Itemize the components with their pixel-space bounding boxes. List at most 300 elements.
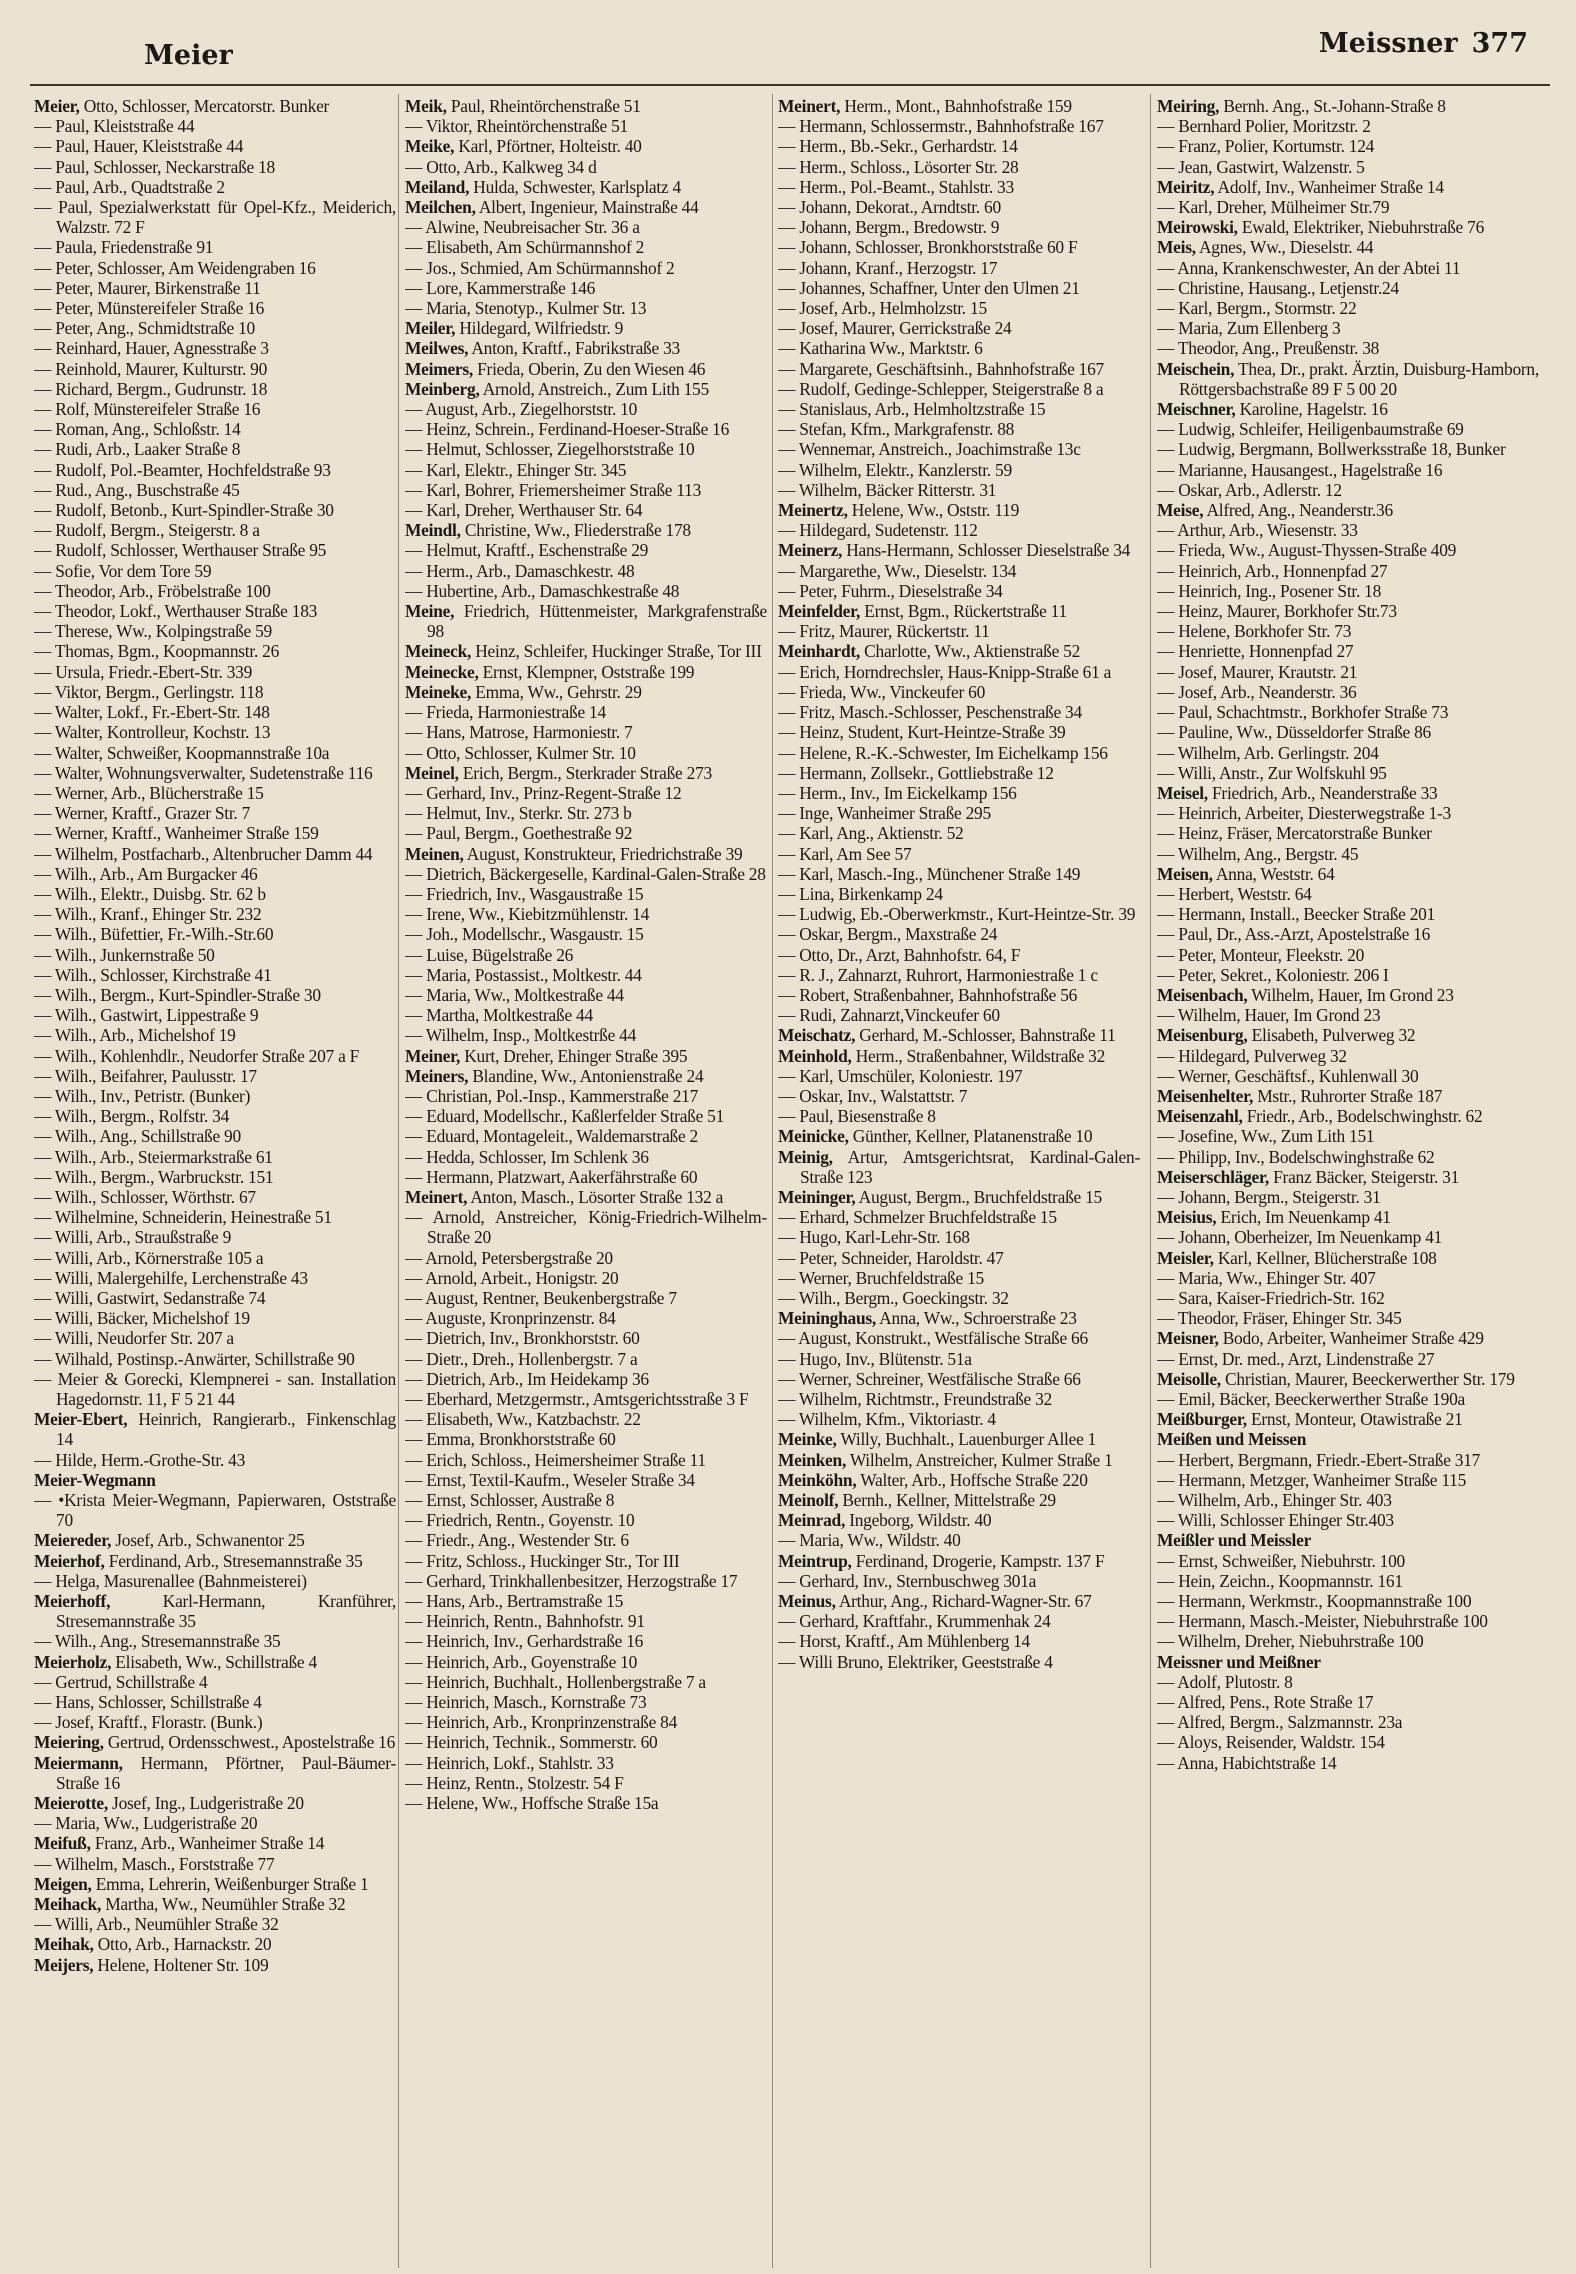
entry-details: — Peter, Münstereifeler Straße 16 (34, 298, 265, 319)
directory-entry (778, 641, 1140, 661)
directory-entry (1157, 702, 1539, 722)
directory-entry (778, 419, 1140, 439)
directory-entry (1157, 116, 1539, 136)
entry-details: — Emma, Bronkhorststraße 60 (405, 1429, 616, 1450)
entry-details: Wilhelm, Hauer, Im Grond 23 (1251, 984, 1454, 1005)
directory-entry (34, 1732, 396, 1752)
directory-entry (778, 1328, 1140, 1348)
entry-surname: Meinhardt, (778, 641, 861, 662)
entry-details: — Werner, Kraftf., Wanheimer Straße 159 (34, 823, 319, 844)
directory-entry (34, 1025, 396, 1045)
entry-details: — Peter, Sekret., Koloniestr. 206 I (1157, 964, 1389, 985)
directory-entry (34, 359, 396, 379)
directory-entry (1157, 1450, 1539, 1470)
directory-entry (405, 783, 767, 803)
directory-entry (405, 1692, 767, 1712)
entry-details: — Wilhelm, Postfacharb., Altenbrucher Damm 44 (34, 843, 373, 864)
entry-details: Bernh. Ang., St.-Johann-Straße 8 (1223, 96, 1446, 116)
directory-entry (405, 1066, 767, 1086)
entry-surname: Meischein, (1157, 358, 1235, 379)
entry-details: — Johann, Schlosser, Bronkhorststraße 60 F (778, 237, 1078, 258)
entry-details: — Karl, Elektr., Ehinger Str. 345 (405, 459, 627, 480)
directory-entry (34, 480, 396, 500)
entry-details: — Karl, Dreher, Werthauser Str. 64 (405, 500, 643, 521)
entry-details: — Ludwig, Eb.-Oberwerkmstr., Kurt-Heintze-Str. 39 (778, 904, 1136, 925)
directory-entry (405, 318, 767, 338)
entry-surname: Meilchen, (405, 197, 476, 218)
directory-entry (1157, 1611, 1539, 1631)
directory-entry (405, 763, 767, 783)
directory-entry (34, 823, 396, 843)
directory-entry (34, 1328, 396, 1348)
entry-details: — Herm., Bb.-Sekr., Gerhardstr. 14 (778, 136, 1018, 157)
entry-details: — Aloys, Reisender, Waldstr. 154 (1157, 1732, 1385, 1753)
directory-entry (405, 177, 767, 197)
entry-details: — Paul, Spezialwerkstatt für Opel-Kfz., Meiderich, Walzstr. 72 F (34, 197, 396, 238)
directory-entry (778, 844, 1140, 864)
entry-details: — Heinz, Maurer, Borkhofer Str.73 (1157, 601, 1397, 622)
entry-details: — Wilhelm, Elektr., Kanzlerstr. 59 (778, 459, 1012, 480)
directory-entry (1157, 601, 1539, 621)
entry-details: Artur, Amtsgerichtsrat, Kardinal-Galen-Straße 123 (800, 1146, 1140, 1187)
directory-entry (1157, 338, 1539, 358)
directory-entry (778, 1510, 1140, 1530)
entry-details: — Friedr., Ang., Westender Str. 6 (405, 1530, 629, 1551)
entry-details: — Otto, Arb., Kalkweg 34 d (405, 156, 597, 177)
entry-details: — Roman, Ang., Schloßstr. 14 (34, 419, 241, 440)
directory-entry (778, 1126, 1140, 1146)
entry-details: Alfred, Ang., Neanderstr.36 (1206, 500, 1393, 521)
entry-details: Karoline, Hagelstr. 16 (1239, 399, 1388, 420)
entry-details: — Hans, Schlosser, Schillstraße 4 (34, 1692, 262, 1713)
directory-entry (1157, 722, 1539, 742)
directory-entry (778, 1308, 1140, 1328)
directory-entry (778, 379, 1140, 399)
directory-entry (405, 1207, 767, 1247)
directory-entry (778, 985, 1140, 1005)
entry-surname: Meinel, (405, 762, 459, 783)
entry-details: — Wilh., Bergm., Kurt-Spindler-Straße 30 (34, 984, 321, 1005)
entry-details: — Auguste, Kronprinzenstr. 84 (405, 1308, 616, 1329)
entry-details: — Otto, Schlosser, Kulmer Str. 10 (405, 742, 636, 763)
directory-entry (34, 540, 396, 560)
directory-entry (1157, 1712, 1539, 1732)
entry-surname: Meiering, (34, 1732, 104, 1753)
directory-entry (778, 1268, 1140, 1288)
directory-entry (1157, 763, 1539, 783)
entry-details: — Hermann, Metzger, Wanheimer Straße 115 (1157, 1469, 1467, 1490)
entry-details: — Hugo, Inv., Blütenstr. 51a (778, 1348, 972, 1369)
entry-surname: Meisen, (1157, 863, 1213, 884)
directory-entry (778, 561, 1140, 581)
entry-surname: Meigen, (34, 1873, 92, 1894)
entry-details: — Ernst, Textil-Kaufm., Weseler Straße 34 (405, 1469, 695, 1490)
directory-entry (1157, 460, 1539, 480)
entry-details: — Paul, Bergm., Goethestraße 92 (405, 823, 633, 844)
entry-details: — Fritz, Schloss., Huckinger Str., Tor III (405, 1550, 680, 1571)
entry-surname: Meijers, (34, 1954, 94, 1975)
directory-entry (778, 1086, 1140, 1106)
entry-details: — Paul, Arb., Quadtstraße 2 (34, 176, 225, 197)
entry-details: — Rudolf, Gedinge-Schlepper, Steigerstraße 8 a (778, 378, 1104, 399)
entry-surname: Meisolle, (1157, 1368, 1221, 1389)
directory-entry (778, 1571, 1140, 1591)
directory-entry (1157, 1551, 1539, 1571)
entry-details: — Helene, Ww., Hoffsche Straße 15a (405, 1793, 659, 1814)
directory-entry (405, 1450, 767, 1470)
directory-entry (34, 1369, 396, 1409)
entry-details: Martha, Ww., Neumühler Straße 32 (105, 1894, 346, 1915)
directory-entry (34, 1227, 396, 1247)
directory-entry (34, 1530, 396, 1550)
entry-details: — Wilhelmine, Schneiderin, Heinestraße 51 (34, 1207, 332, 1228)
entry-details: — Frieda, Ww., Vinckeufer 60 (778, 681, 986, 702)
directory-entry (1157, 904, 1539, 924)
entry-details: — Anna, Habichtstraße 14 (1157, 1752, 1337, 1773)
entry-details: Frieda, Oberin, Zu den Wiesen 46 (477, 358, 706, 379)
directory-entry (34, 1753, 396, 1793)
directory-entry (778, 1046, 1140, 1066)
entry-details: — August, Arb., Ziegelhorststr. 10 (405, 399, 638, 420)
directory-entry (405, 1268, 767, 1288)
directory-entry (1157, 682, 1539, 702)
directory-entry (778, 904, 1140, 924)
entry-surname: Meineke, (405, 681, 472, 702)
column-2 (405, 96, 767, 2270)
entry-details: Anton, Kraftf., Fabrikstraße 33 (471, 338, 680, 359)
entry-surname: Meiner, (405, 1045, 461, 1066)
directory-entry (405, 1248, 767, 1268)
entry-details: — Frieda, Harmoniestraße 14 (405, 702, 606, 723)
directory-entry (34, 844, 396, 864)
entry-details: August, Bergm., Bruchfeldstraße 15 (858, 1186, 1102, 1207)
entry-surname: Meißburger, (1157, 1409, 1247, 1430)
entry-surname: Meinert, (405, 1186, 468, 1207)
entry-details: — Willi, Schlosser Ehinger Str.403 (1157, 1510, 1394, 1531)
entry-details: Otto, Arb., Harnackstr. 20 (97, 1934, 272, 1955)
entry-details: — Robert, Straßenbahner, Bahnhofstraße 56 (778, 984, 1078, 1005)
directory-entry (778, 884, 1140, 904)
entry-details: — Pauline, Ww., Düsseldorfer Straße 86 (1157, 722, 1432, 743)
entry-details: Adolf, Inv., Wanheimer Straße 14 (1217, 176, 1444, 197)
entry-surname: Meimers, (405, 358, 474, 379)
entry-surname: Meischner, (1157, 399, 1236, 420)
directory-entry (778, 965, 1140, 985)
entry-details: — Heinz, Schrein., Ferdinand-Hoeser-Straße 16 (405, 419, 730, 440)
directory-entry (778, 743, 1140, 763)
entry-details: Heinrich, Rangierarb., Finkenschlag 14 (56, 1409, 396, 1450)
directory-entry (405, 965, 767, 985)
entry-details: — Frieda, Ww., August-Thyssen-Straße 409 (1157, 540, 1457, 561)
directory-entry (34, 601, 396, 621)
directory-entry (34, 1955, 396, 1975)
directory-entry (1157, 1308, 1539, 1328)
directory-entry (34, 1934, 396, 1954)
entry-details: — Hermann, Masch.-Meister, Niebuhrstraße 100 (1157, 1611, 1488, 1632)
entry-details: — Alfred, Bergm., Salzmannstr. 23a (1157, 1712, 1403, 1733)
entry-details: — Oskar, Inv., Walstattstr. 7 (778, 1085, 968, 1106)
directory-entry (405, 1793, 767, 1813)
entry-details: — Irene, Ww., Kiebitzmühlenstr. 14 (405, 904, 650, 925)
directory-entry (1157, 1147, 1539, 1167)
directory-entry (34, 96, 396, 116)
directory-entry (1157, 743, 1539, 763)
entry-details: — Elisabeth, Ww., Katzbachstr. 22 (405, 1409, 641, 1430)
entry-details: — Wilh., Ang., Schillstraße 90 (34, 1126, 241, 1147)
entry-surname: Meiler, (405, 318, 456, 339)
entry-details: — Luise, Bügelstraße 26 (405, 944, 574, 965)
entry-surname: Meiritz, (1157, 176, 1215, 197)
entry-details: — Willi, Gastwirt, Sedanstraße 74 (34, 1287, 266, 1308)
directory-entry (34, 1308, 396, 1328)
directory-entry (34, 1490, 396, 1530)
entry-details: — Hermann, Platzwart, Aakerfährstraße 60 (405, 1166, 698, 1187)
entry-details: — Emil, Bäcker, Beeckerwerther Straße 190a (1157, 1389, 1465, 1409)
directory-entry (405, 1773, 767, 1793)
entry-details: — Hermann, Werkmstr., Koopmannstraße 100 (1157, 1591, 1472, 1612)
entry-surname: Meinig, (778, 1146, 833, 1167)
entry-surname: Meier, (34, 96, 80, 116)
entry-details: Ferdinand, Drogerie, Kampstr. 137 F (855, 1550, 1105, 1571)
directory-entry (1157, 1248, 1539, 1268)
directory-entry (405, 662, 767, 682)
directory-entry (1157, 359, 1539, 399)
entry-details: Friedr., Arb., Bodelschwinghstr. 62 (1246, 1106, 1483, 1127)
directory-entry (34, 1672, 396, 1692)
entry-details: Christine, Ww., Fliederstraße 178 (464, 520, 691, 541)
directory-entry (34, 1409, 396, 1449)
entry-surname: Meisel, (1157, 782, 1208, 803)
directory-entry (405, 1106, 767, 1126)
entry-details: — Willi, Arb., Körnerstraße 105 a (34, 1247, 264, 1268)
entry-details: — Wilhelm, Ang., Bergstr. 45 (1157, 843, 1359, 864)
entry-surname: Meineck, (405, 641, 472, 662)
entry-details: — Herm., Pol.-Beamt., Stahlstr. 33 (778, 176, 1014, 197)
entry-details: — Friedrich, Rentn., Goyenstr. 10 (405, 1510, 635, 1531)
directory-entry (34, 298, 396, 318)
directory-entry (34, 460, 396, 480)
entry-details: Anna, Ww., Schroerstraße 23 (879, 1308, 1077, 1329)
directory-entry (778, 763, 1140, 783)
entry-details: — Lina, Birkenkamp 24 (778, 883, 943, 904)
directory-entry (405, 540, 767, 560)
directory-entry (34, 561, 396, 581)
directory-entry (405, 884, 767, 904)
directory-entry (405, 823, 767, 843)
directory-entry (34, 1005, 396, 1025)
directory-entry (1157, 1692, 1539, 1712)
directory-entry (1157, 318, 1539, 338)
directory-entry (405, 480, 767, 500)
directory-entry (1157, 1005, 1539, 1025)
directory-entry (405, 237, 767, 257)
directory-entry (34, 379, 396, 399)
entry-details: — Rudolf, Pol.-Beamter, Hochfeldstraße 93 (34, 459, 331, 480)
entry-details: — Thomas, Bgm., Koopmannstr. 26 (34, 641, 280, 662)
entry-details: Ernst, Klempner, Oststraße 199 (482, 661, 695, 682)
entry-surname: Meindl, (405, 520, 461, 541)
entry-details: — Inge, Wanheimer Straße 295 (778, 803, 991, 824)
entry-details: — Paula, Friedenstraße 91 (34, 237, 214, 258)
entry-details: — Herbert, Bergmann, Friedr.-Ebert-Straße 317 (1157, 1449, 1481, 1470)
entry-details: — Wilhelm, Arb., Ehinger Str. 403 (1157, 1490, 1392, 1511)
entry-details: — Gertrud, Schillstraße 4 (34, 1671, 208, 1692)
directory-entry (1157, 945, 1539, 965)
directory-entry (34, 278, 396, 298)
entry-details: — Wilhelm, Kfm., Viktoriastr. 4 (778, 1409, 996, 1430)
entry-details: — Willi Bruno, Elektriker, Geeststraße 4 (778, 1651, 1053, 1672)
entry-details: — Ernst, Dr. med., Arzt, Lindenstraße 27 (1157, 1348, 1435, 1369)
entry-details: — Eduard, Modellschr., Kaßlerfelder Straße 51 (405, 1106, 725, 1127)
directory-entry (34, 965, 396, 985)
directory-entry (34, 1652, 396, 1672)
entry-details: Ewald, Elektriker, Niebuhrstraße 76 (1241, 217, 1485, 238)
directory-entry (405, 1732, 767, 1752)
directory-entry (405, 1187, 767, 1207)
entry-details: — Marianne, Hausangest., Hagelstraße 16 (1157, 459, 1443, 480)
entry-details: — Wilh., Schlosser, Wörthstr. 67 (34, 1186, 256, 1207)
directory-entry (405, 1571, 767, 1591)
entry-details: — Heinrich, Lokf., Stahlstr. 33 (405, 1752, 614, 1773)
directory-entry (778, 945, 1140, 965)
entry-details: — Heinz, Fräser, Mercatorstraße Bunker (1157, 823, 1432, 844)
directory-entry (778, 1409, 1140, 1429)
entry-details: Agnes, Ww., Dieselstr. 44 (1198, 237, 1374, 258)
entry-details: Wilhelm, Anstreicher, Kulmer Straße 1 (849, 1449, 1113, 1470)
entry-details: — Horst, Kraftf., Am Mühlenberg 14 (778, 1631, 1031, 1652)
entry-details: — Reinhold, Maurer, Kulturstr. 90 (34, 358, 268, 379)
directory-entry (405, 278, 767, 298)
entry-details: — Margarete, Geschäftsinh., Bahnhofstraße 167 (778, 358, 1104, 379)
entry-details: — Paul, Schlosser, Neckarstraße 18 (34, 156, 275, 177)
entry-surname: Meike, (405, 136, 455, 157)
entry-details: — Maria, Ww., Wildstr. 40 (778, 1530, 961, 1551)
entry-details: — •Krista Meier-Wegmann, Papierwaren, Oststraße 70 (34, 1490, 396, 1531)
directory-entry (778, 1530, 1140, 1550)
entry-surname: Meinfelder, (778, 601, 861, 622)
entry-details: — Johann, Oberheizer, Im Neuenkamp 41 (1157, 1227, 1443, 1248)
entry-surname: Meinerz, (778, 540, 843, 561)
directory-entry (778, 399, 1140, 419)
entry-surname: Meisler, (1157, 1247, 1214, 1268)
entry-surname: Meier-Ebert, (34, 1409, 128, 1430)
entry-surname: Meissner und Meißner (1157, 1651, 1321, 1672)
entry-details: — Wilh., Inv., Petristr. (Bunker) (34, 1085, 251, 1106)
directory-entry (34, 924, 396, 944)
entry-details: — Heinrich, Inv., Gerhardstraße 16 (405, 1631, 644, 1652)
directory-entry (1157, 1207, 1539, 1227)
directory-entry (405, 803, 767, 823)
directory-entry (34, 1854, 396, 1874)
directory-entry (34, 1046, 396, 1066)
directory-entry (778, 1147, 1140, 1187)
entry-details: — Helene, R.-K.-Schwester, Im Eichelkamp 156 (778, 742, 1108, 763)
directory-entry (1157, 1086, 1539, 1106)
entry-details: — Heinz, Student, Kurt-Heintze-Straße 39 (778, 722, 1066, 743)
directory-entry (778, 217, 1140, 237)
entry-details: — Heinrich, Ing., Posener Str. 18 (1157, 580, 1382, 601)
entry-details: — Eduard, Montageleit., Waldemarstraße 2 (405, 1126, 699, 1147)
entry-details: — Ludwig, Bergmann, Bollwerksstraße 18, Bunker (1157, 439, 1506, 460)
entry-details: — Maria, Zum Ellenberg 3 (1157, 318, 1341, 339)
entry-details: Hildegard, Wilfriedstr. 9 (459, 318, 624, 339)
entry-details: — Ernst, Schlosser, Austraße 8 (405, 1490, 615, 1511)
entry-details: — Werner, Bruchfeldstraße 15 (778, 1267, 984, 1288)
entry-details: — Rudolf, Schlosser, Werthauser Straße 95 (34, 540, 327, 561)
directory-entry (778, 258, 1140, 278)
directory-entry (1157, 157, 1539, 177)
entry-details: — Dietrich, Inv., Bronkhorststr. 60 (405, 1328, 640, 1349)
directory-entry (34, 399, 396, 419)
entry-surname: Meinolf, (778, 1490, 839, 1511)
entry-details: Helene, Ww., Oststr. 119 (851, 500, 1020, 521)
directory-entry (1157, 1187, 1539, 1207)
directory-entry (778, 702, 1140, 722)
directory-entry (778, 136, 1140, 156)
page-header (0, 0, 1576, 96)
entry-details: Mstr., Ruhrorter Straße 187 (1257, 1085, 1443, 1106)
directory-entry (34, 1833, 396, 1853)
entry-details: — Fritz, Maurer, Rückertstr. 11 (778, 621, 990, 642)
entry-details: — Wilhelm, Masch., Forststraße 77 (34, 1853, 275, 1874)
entry-details: Charlotte, Ww., Aktienstraße 52 (864, 641, 1081, 662)
entry-details: Erich, Im Neuenkamp 41 (1220, 1207, 1391, 1228)
entry-surname: Meininghaus, (778, 1308, 876, 1329)
directory-entry (34, 1631, 396, 1651)
entry-details: — Helene, Borkhofer Str. 73 (1157, 621, 1352, 642)
directory-entry (1157, 480, 1539, 500)
entry-details: — Henriette, Honnenpfad 27 (1157, 641, 1354, 662)
entry-surname: Meischatz, (778, 1025, 856, 1046)
directory-entry (405, 298, 767, 318)
entry-details: — Wilh., Elektr., Duisbg. Str. 62 b (34, 883, 266, 904)
directory-entry (405, 197, 767, 217)
directory-entry (405, 1652, 767, 1672)
entry-details: Heinz, Schleifer, Huckinger Straße, Tor III (475, 641, 762, 662)
entry-surname: Meinköhn, (778, 1469, 857, 1490)
entry-details: — Helmut, Kraftf., Eschenstraße 29 (405, 540, 649, 561)
directory-entry (1157, 1025, 1539, 1045)
directory-entry (1157, 1510, 1539, 1530)
directory-entry (778, 1227, 1140, 1247)
entry-surname: Meilwes, (405, 338, 469, 359)
directory-entry (34, 338, 396, 358)
entry-details: — Johann, Kranf., Herzogstr. 17 (778, 257, 998, 278)
entry-surname: Meise, (1157, 500, 1204, 521)
entry-details: — Christian, Pol.-Insp., Kammerstraße 217 (405, 1085, 699, 1106)
entry-details: — Heinrich, Buchhalt., Hollenbergstraße 7 a (405, 1671, 706, 1692)
directory-entry (1157, 1732, 1539, 1752)
entry-details: — Anna, Krankenschwester, An der Abtei 11 (1157, 257, 1461, 278)
entry-surname: Meisenburg, (1157, 1025, 1248, 1046)
entry-details: — Walter, Wohnungsverwalter, Sudetenstraße 116 (34, 762, 373, 783)
entry-details: Hans-Hermann, Schlosser Dieselstraße 34 (846, 540, 1131, 561)
entry-surname: Meiserschläger, (1157, 1166, 1269, 1187)
entry-details: — Arnold, Petersbergstraße 20 (405, 1247, 613, 1268)
entry-details: — Willi, Bäcker, Michelshof 19 (34, 1308, 250, 1329)
entry-details: Paul, Rheintörchenstraße 51 (450, 96, 641, 116)
directory-entry (1157, 1631, 1539, 1651)
directory-entry (405, 217, 767, 237)
entry-details: — Willi, Arb., Straußstraße 9 (34, 1227, 232, 1248)
entry-details: Ernst, Bgm., Rückertstraße 11 (864, 601, 1067, 622)
entry-details: — Eberhard, Metzgermstr., Amtsgerichtsstraße 3 F (405, 1389, 749, 1409)
entry-details: Friedrich, Hüttenmeister, Markgrafenstraße 98 (427, 601, 767, 642)
entry-details: — Arnold, Arbeit., Honigstr. 20 (405, 1267, 619, 1288)
entry-surname: Meinrad, (778, 1510, 846, 1531)
entry-details: — Reinhard, Hauer, Agnesstraße 3 (34, 338, 269, 359)
directory-entry (778, 1207, 1140, 1227)
